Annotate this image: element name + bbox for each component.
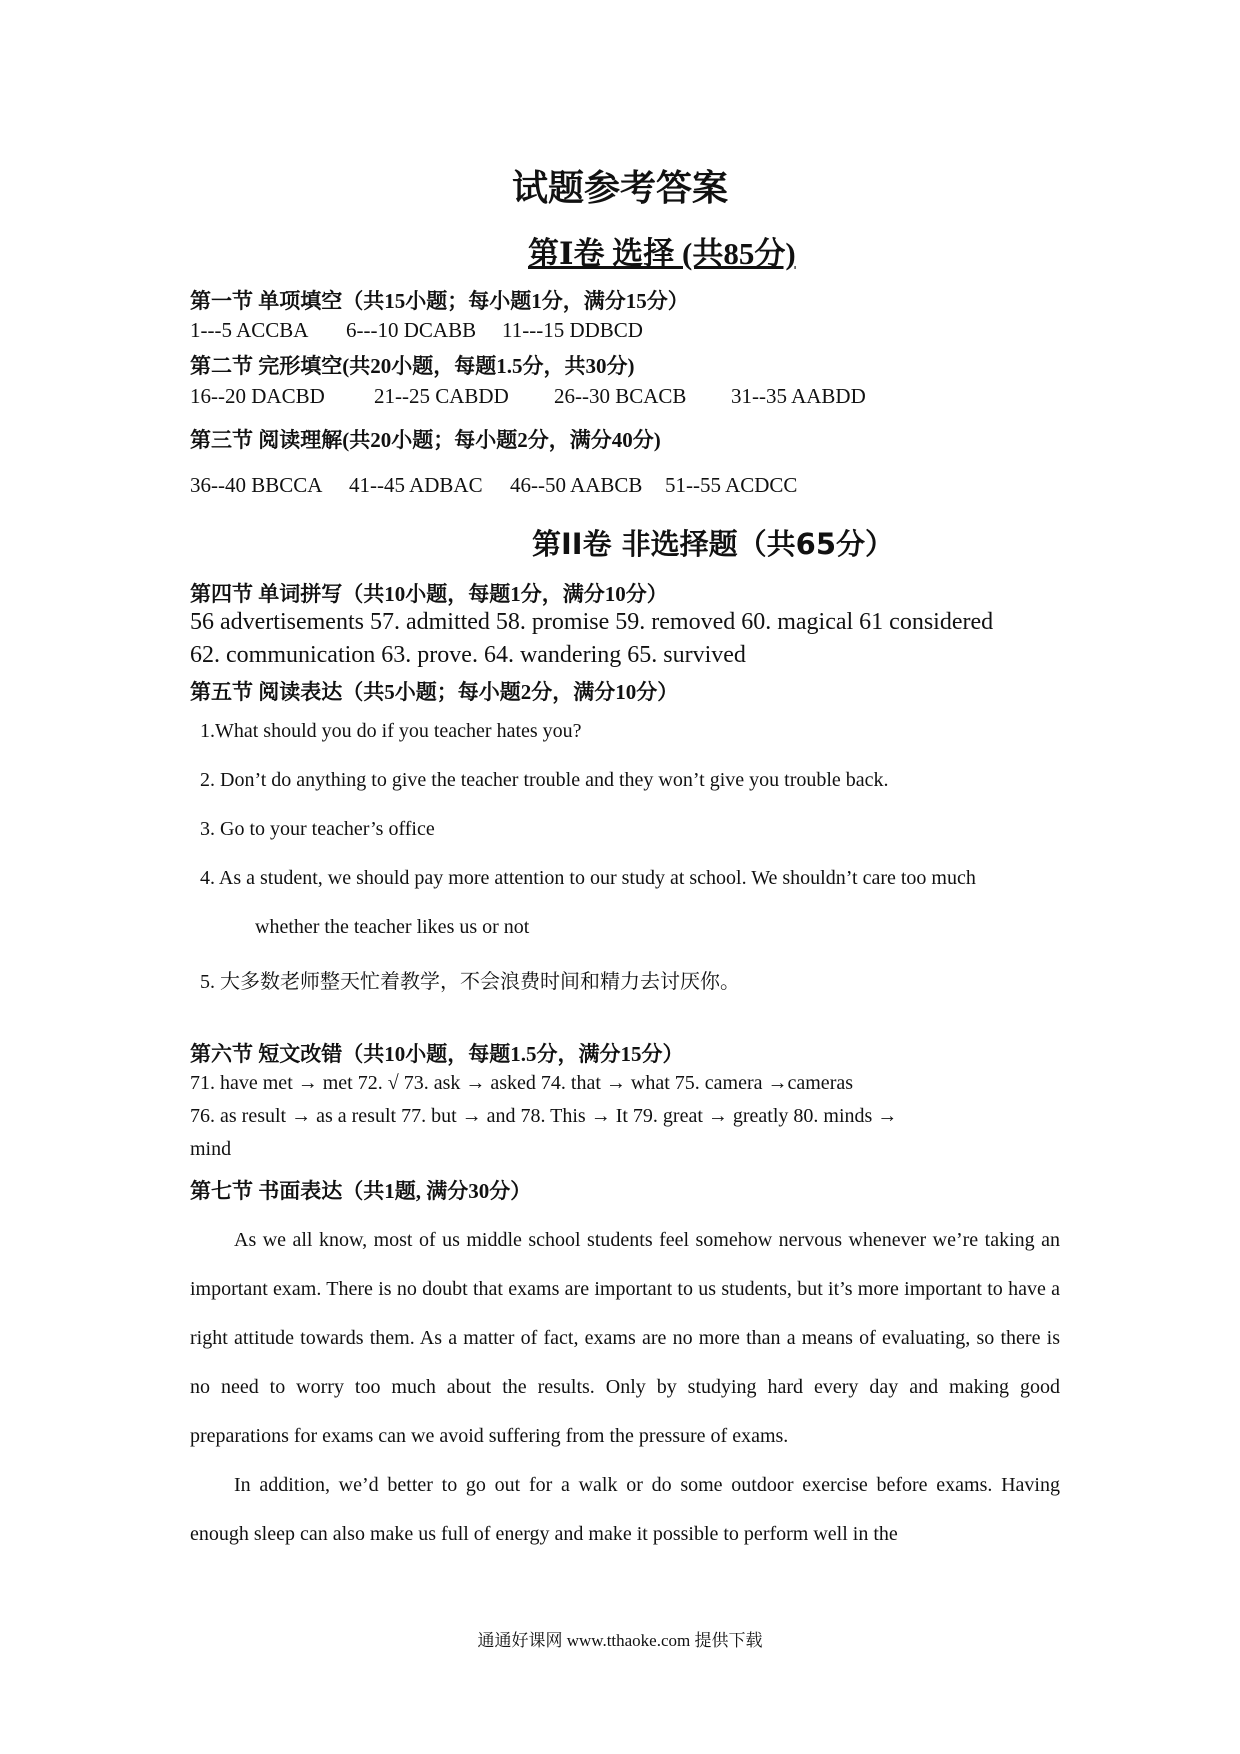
section4-line2: 62. communication 63. prove. 64. wandering 65. survived bbox=[190, 642, 746, 668]
answer-group: 11---15 DDBCD bbox=[502, 318, 643, 342]
section5-answer-5: 5. 大多数老师整天忙着教学，不会浪费时间和精力去讨厌你。 bbox=[200, 971, 740, 993]
section5-answer-4-cont: whether the teacher likes us or not bbox=[255, 916, 530, 938]
answer-group: 1---5 ACCBA bbox=[190, 318, 309, 342]
section5-answer-2: 2. Don’t do anything to give the teacher trouble and they won’t give you trouble back. bbox=[200, 769, 889, 791]
section1-answers bbox=[190, 318, 643, 343]
page-footer: 通通好课网 www.tthaoke.com 提供下载 bbox=[477, 1631, 763, 1650]
section4-heading: 第四节 单词拼写（共10小题，每题1分，满分10分） bbox=[190, 582, 668, 606]
answer-group: 16--20 DACBD bbox=[190, 384, 325, 408]
section2-answers bbox=[190, 384, 866, 409]
part1-heading: 第Ⅰ卷 选择 (共85分) bbox=[528, 236, 796, 271]
answer-group: 26--30 BCACB bbox=[554, 384, 687, 408]
section5-answer-1: 1.What should you do if you teacher hates you? bbox=[200, 720, 582, 742]
answer-group: 41--45 ADBAC bbox=[349, 473, 483, 497]
answer-group: 6---10 DCABB bbox=[346, 318, 477, 342]
section4-line1: 56 advertisements 57. admitted 58. promise 59. removed 60. magical 61 considered bbox=[190, 609, 994, 635]
answer-group: 36--40 BBCCA bbox=[190, 473, 323, 497]
answer-group: 46--50 AABCB bbox=[510, 473, 643, 497]
answer-group: 21--25 CABDD bbox=[374, 384, 509, 408]
section3-heading: 第三节 阅读理解(共20小题；每小题2分，满分40分) bbox=[190, 428, 661, 452]
section2-heading: 第二节 完形填空(共20小题，每题1.5分，共30分) bbox=[190, 354, 635, 378]
essay-body bbox=[190, 1216, 1060, 1559]
section5-heading: 第五节 阅读表达（共5小题；每小题2分，满分10分） bbox=[190, 680, 679, 704]
essay-paragraph-2: In addition, we’d better to go out for a walk or do some outdoor exercise before exams. Having enough sleep can also make us full of energy and make it possible to perform well in the bbox=[190, 1474, 1060, 1545]
section6-line3: mind bbox=[190, 1138, 232, 1160]
page-title: 试题参考答案 bbox=[511, 168, 728, 208]
answer-group: 51--55 ACDCC bbox=[665, 473, 798, 497]
section6-line2: 76. as result → as a result 77. but → and 78. This → It 79. great → greatly 80. minds → bbox=[190, 1105, 898, 1127]
essay-paragraph-1: As we all know, most of us middle school students feel somehow nervous whenever we’re taking an important exam. There is no doubt that exams are important to us students, but it’s more important to have a right attitude towards them. As a matter of fact, exams are no more than a means of evaluating, so there is no need to worry too much about the results. Only by studying hard every day and making good preparations for exams can we avoid suffering from the pressure of exams. bbox=[190, 1229, 1060, 1447]
section3-answers bbox=[190, 473, 797, 498]
section1-heading: 第一节 单项填空（共15小题；每小题1分，满分15分） bbox=[190, 289, 689, 313]
section5-answer-4: 4. As a student, we should pay more attention to our study at school. We shouldn’t care too much bbox=[200, 867, 976, 889]
answer-group: 31--35 AABDD bbox=[731, 384, 866, 408]
section7-heading: 第七节 书面表达（共1题, 满分30分） bbox=[190, 1179, 532, 1203]
section5-answer-3: 3. Go to your teacher’s office bbox=[200, 818, 435, 840]
section6-heading: 第六节 短文改错（共10小题，每题1.5分，满分15分） bbox=[190, 1042, 684, 1066]
part2-heading: 第II卷 非选择题（共65分） bbox=[532, 527, 895, 561]
section6-line1: 71. have met → met 72. √ 73. ask → asked 74. that → what 75. camera →cameras bbox=[190, 1072, 854, 1094]
